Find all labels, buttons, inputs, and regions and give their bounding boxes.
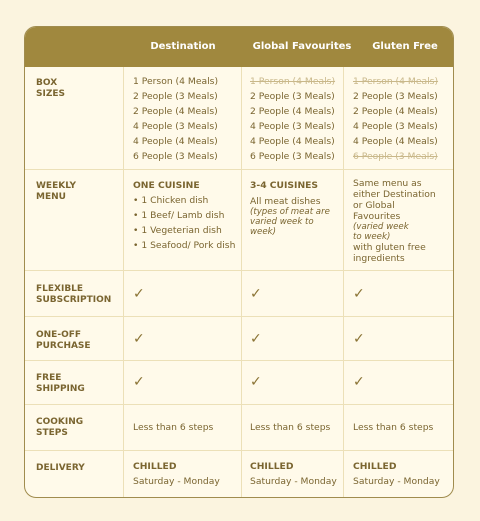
check-icon: ✓ — [250, 331, 262, 347]
menu-title: ONE CUISINE — [133, 180, 200, 191]
delivery-method: CHILLED — [250, 461, 294, 472]
menu-title: 3-4 CUISINES — [250, 180, 319, 191]
list-item: 6 People (3 Meals) — [250, 151, 335, 162]
check-icon: ✓ — [250, 286, 262, 302]
comparison-table — [24, 26, 454, 498]
check-icon: ✓ — [133, 374, 145, 390]
row-cooking-steps — [25, 405, 454, 451]
delivery-days: Saturday - Monday — [353, 476, 440, 487]
global-delivery — [250, 459, 360, 489]
list-item: 4 People (3 Meals) — [353, 121, 438, 132]
table-header — [25, 27, 454, 67]
destination-delivery — [133, 459, 245, 489]
row-one-off-purchase — [25, 317, 454, 361]
delivery-days: Saturday - Monday — [133, 476, 220, 487]
list-item: 2 People (4 Meals) — [250, 106, 335, 117]
label-line: PURCHASE — [36, 341, 91, 351]
label-line: SHIPPING — [36, 384, 85, 394]
check-icon: ✓ — [353, 331, 365, 347]
gluten-delivery — [353, 459, 453, 489]
list-item: 6 People (3 Meals) — [133, 151, 218, 162]
row-label-cooking-steps — [36, 417, 83, 439]
row-weekly-menu — [25, 170, 454, 271]
header-global-favourites: Global Favourites — [252, 41, 352, 52]
label-line: SIZES — [36, 89, 65, 99]
list-item: • 1 Vegeterian dish — [133, 225, 222, 236]
label-line: FREE — [36, 373, 62, 383]
list-item: 4 People (3 Meals) — [133, 121, 218, 132]
delivery-days: Saturday - Monday — [250, 476, 337, 487]
row-flexible-subscription — [25, 271, 454, 317]
menu-description: All meat dishes — [250, 196, 321, 207]
list-item: 4 People (4 Meals) — [353, 136, 438, 147]
row-label-free-shipping — [36, 373, 85, 395]
global-weekly-menu — [250, 178, 360, 237]
row-label-one-off-purchase — [36, 330, 91, 352]
list-item: • 1 Chicken dish — [133, 195, 209, 206]
list-item: 4 People (4 Meals) — [133, 136, 218, 147]
list-item: 1 Person (4 Meals) — [133, 76, 219, 87]
label-line: MENU — [36, 192, 66, 202]
check-icon: ✓ — [353, 374, 365, 390]
list-item: • 1 Seafood/ Pork dish — [133, 240, 236, 251]
list-item: 2 People (3 Meals) — [133, 91, 218, 102]
menu-note: (types of meat are varied week to week) — [250, 207, 330, 237]
list-item: 2 People (4 Meals) — [353, 106, 438, 117]
row-label-box-sizes — [36, 78, 65, 100]
header-gluten-free: Gluten Free — [372, 41, 438, 52]
list-item: 4 People (4 Meals) — [250, 136, 335, 147]
list-item: 2 People (4 Meals) — [133, 106, 218, 117]
list-item-unavailable: 6 People (3 Meals) — [353, 151, 438, 162]
list-item: 2 People (3 Meals) — [353, 91, 438, 102]
gluten-box-sizes — [353, 74, 453, 164]
list-item-unavailable: 1 Person (4 Meals) — [353, 76, 439, 87]
destination-cooking-steps: Less than 6 steps — [133, 422, 214, 433]
gluten-weekly-menu — [353, 178, 453, 264]
menu-note: (varied week to week) — [353, 222, 409, 242]
destination-box-sizes — [133, 74, 245, 164]
row-free-shipping — [25, 361, 454, 405]
header-destination: Destination — [150, 41, 216, 52]
delivery-method: CHILLED — [133, 461, 177, 472]
label-line: SUBSCRIPTION — [36, 295, 112, 305]
label-line: STEPS — [36, 428, 68, 438]
row-label-flexible-subscription — [36, 284, 111, 306]
delivery-method: CHILLED — [353, 461, 397, 472]
label-line: ONE-OFF — [36, 330, 82, 340]
menu-description: with gluten free ingredients — [353, 242, 426, 264]
destination-weekly-menu — [133, 178, 245, 253]
label-line: BOX — [36, 78, 58, 88]
row-delivery — [25, 451, 454, 498]
check-icon: ✓ — [133, 331, 145, 347]
list-item: 4 People (3 Meals) — [250, 121, 335, 132]
gluten-cooking-steps: Less than 6 steps — [353, 422, 434, 433]
global-box-sizes — [250, 74, 360, 164]
menu-description: Same menu as either Destination or Global Favourites — [353, 178, 436, 222]
label-line: FLEXIBLE — [36, 284, 84, 294]
row-label-delivery: DELIVERY — [36, 463, 85, 473]
list-item: 2 People (3 Meals) — [250, 91, 335, 102]
row-label-weekly-menu — [36, 181, 76, 203]
check-icon: ✓ — [250, 374, 262, 390]
row-box-sizes — [25, 67, 454, 170]
check-icon: ✓ — [133, 286, 145, 302]
label-line: COOKING — [36, 417, 84, 427]
global-cooking-steps: Less than 6 steps — [250, 422, 331, 433]
list-item: • 1 Beef/ Lamb dish — [133, 210, 225, 221]
label-line: WEEKLY — [36, 181, 77, 191]
check-icon: ✓ — [353, 286, 365, 302]
list-item-unavailable: 1 Person (4 Meals) — [250, 76, 336, 87]
